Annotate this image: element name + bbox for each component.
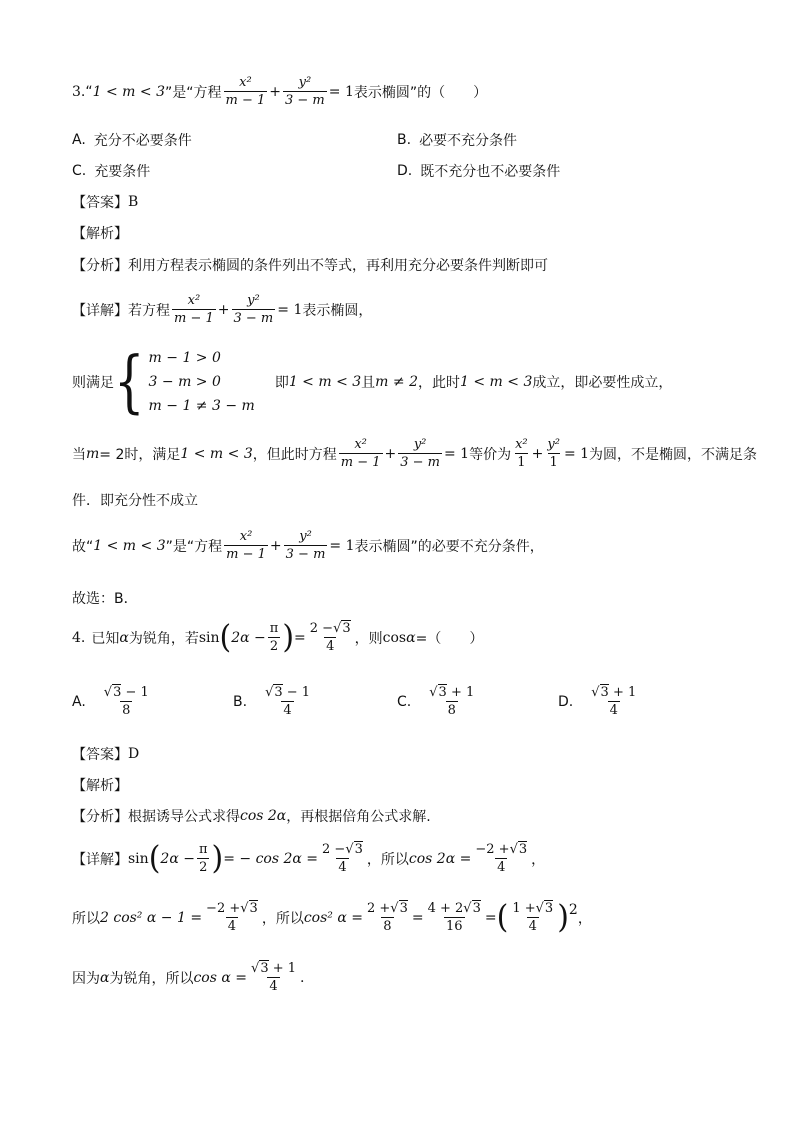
fraction: $\frac{\text{x²}}{m - 1}$ bbox=[225, 75, 266, 108]
q4-fenxi: 【分析】 根据诱导公式求得 cos 2α ，再根据倍角公式求解. bbox=[72, 808, 431, 825]
q3-option-b: B. 必要不充分条件 bbox=[397, 132, 518, 149]
q4-analysis-heading: 【解析】 bbox=[72, 778, 128, 794]
q3-stem: 3. “ 1 < m < 3 ”是“方程 $\frac{\text{x²}}{m - 1}$ + $\frac{\text{y²}}{3 - m}$ = 1 表示椭圆”的（ ） bbox=[72, 75, 488, 108]
q3-detail-line4: 件．即充分性不成立 bbox=[72, 493, 198, 509]
q3-option-a: A. 充分不必要条件 bbox=[72, 132, 192, 149]
q4-option-b: B. $\frac{√3 - 1}{4}$ bbox=[233, 685, 311, 718]
q4-detail-line2: 所以 2 cos² α − 1 = $\frac{-2 +√3}{4}$ ，所以 cos² α = $\frac{2 +√3}{8}$ = $\frac{4 + 2√3}{16}$ = ( $\frac{1 +√3}{4}$ ) 2 ， bbox=[72, 898, 592, 936]
q3-detail-line5: 故“ 1 < m < 3 ”是“方程 $\frac{\text{x²}}{m - 1}$ + $\frac{\text{y²}}{3 - m}$ = 1 表示椭圆”的必要不充分条件， bbox=[72, 529, 544, 562]
q4-option-a: A. $\frac{√3 - 1}{8}$ bbox=[72, 685, 149, 718]
q3-answer: 【答案】 B bbox=[72, 194, 139, 211]
q3-detail-line1: 【详解】 若方程 $\frac{\text{x²}}{m - 1}$ + $\frac{\text{y²}}{3 - m}$ = 1 表示椭圆， bbox=[72, 293, 373, 326]
q3-fenxi: 【分析】 利用方程表示椭圆的条件列出不等式，再利用充分必要条件判断即可 bbox=[72, 258, 548, 274]
q3-detail-system: 则满足 { m − 1 > 0 3 − m > 0 m − 1 ≠ 3 − m 即 1 < m < 3 且 m ≠ 2 ，此时 1 < m < 3 成立，即必要性成立， bbox=[72, 342, 673, 422]
q4-option-c: C. $\frac{√3 + 1}{8}$ bbox=[397, 685, 475, 718]
q4-detail-line1: 【详解】 sin ( 2α − $\frac{\pi}{2}$ ) = − cos 2α = $\frac{2 -√3}{4}$ ，所以 cos 2α = $\frac{-2 +√3}{4}$ ， bbox=[72, 839, 546, 877]
q4-detail-line3: 因为 α 为锐角，所以 cos α = $\frac{√3 + 1}{4}$ . bbox=[72, 961, 305, 994]
q4-answer: 【答案】 D bbox=[72, 746, 140, 763]
fraction: $\frac{\text{y²}}{3 - m}$ bbox=[285, 75, 325, 108]
q3-analysis-heading: 【解析】 bbox=[72, 226, 128, 242]
q3-option-d: D. 既不充分也不必要条件 bbox=[397, 163, 561, 180]
q3-option-c: C. 充要条件 bbox=[72, 163, 151, 180]
q3-detail-line3: 当 m = 2时，满足 1 < m < 3 ，但此时方程 $\frac{\text{x²}}{m - 1}$ + $\frac{\text{y²}}{3 - m}$ = 1 等价为 $\frac{\text{x²}}{1}$ + $\frac{\text{y²}}{1}$ = 1 为圆，不是椭圆，不满足条 bbox=[72, 437, 758, 470]
q3-condition: 1 < m < 3 bbox=[92, 83, 165, 100]
inequality-system: m − 1 > 0 3 − m > 0 m − 1 ≠ 3 − m bbox=[148, 350, 255, 414]
q4-option-d: D. $\frac{√3 + 1}{4}$ bbox=[558, 685, 637, 718]
q3-number: 3. bbox=[72, 83, 86, 100]
q4-stem: 4. 已知 α 为锐角，若 sin ( 2α − $\frac{\pi}{2}$ ) = $\frac{2 -√3}{4}$ ，则 cos α =（ ） bbox=[72, 618, 484, 656]
q3-choice: 故选：B． bbox=[72, 591, 138, 607]
